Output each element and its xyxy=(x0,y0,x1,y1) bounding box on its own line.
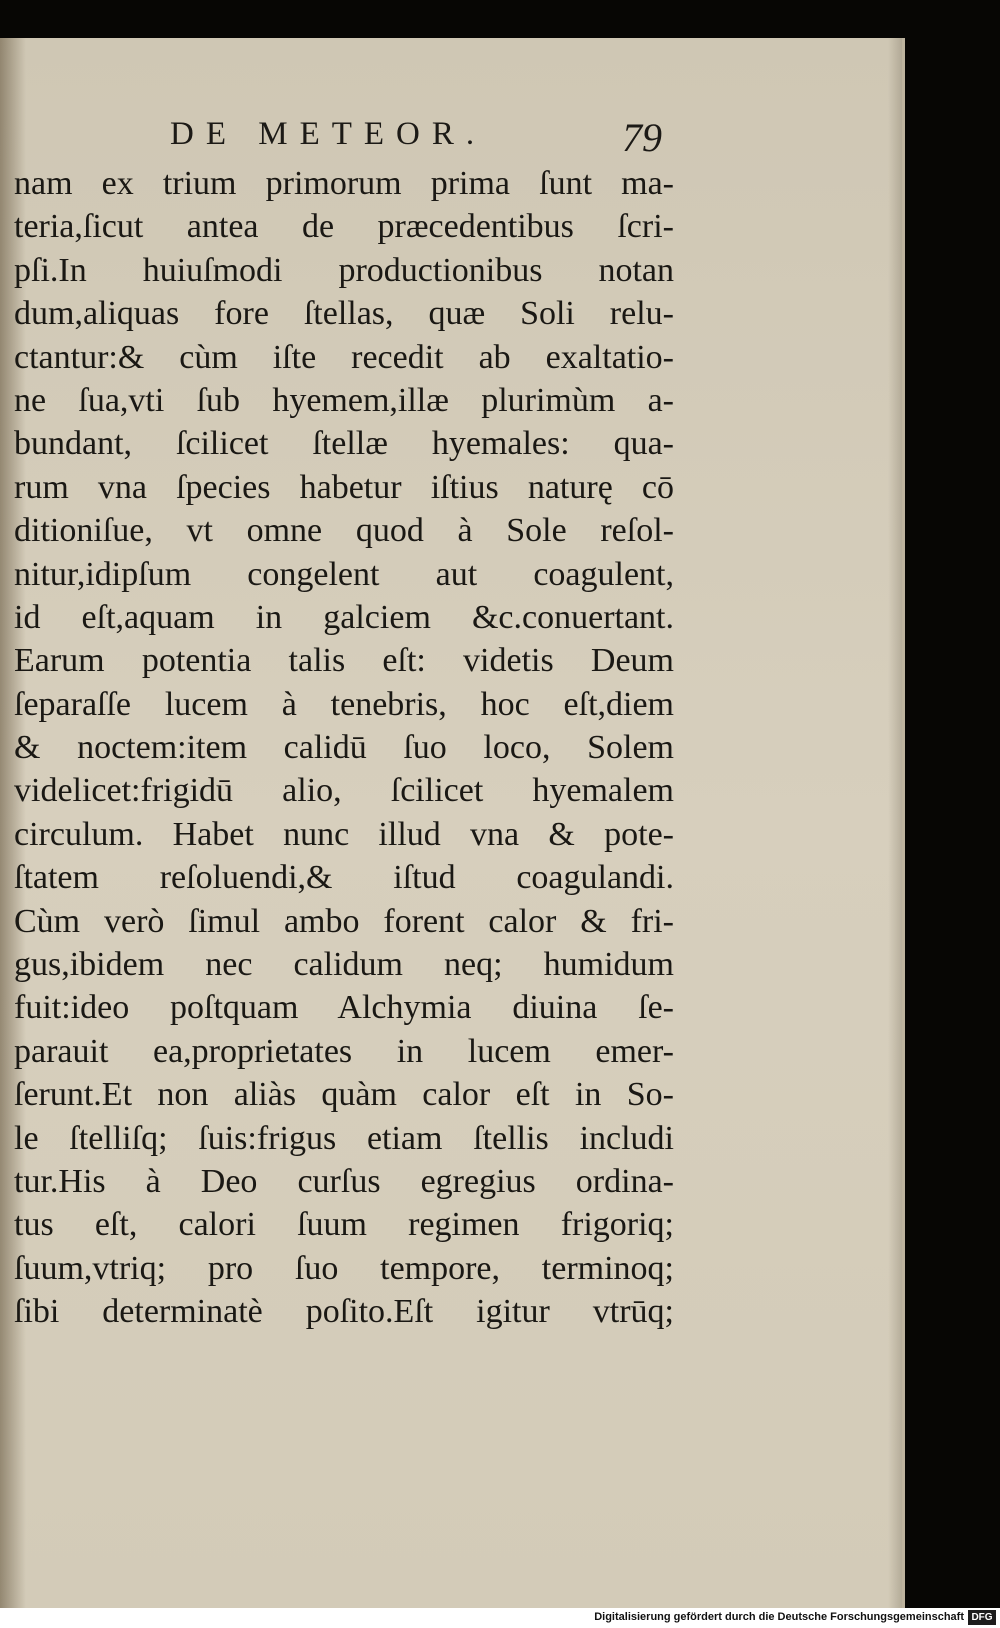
text-line: parauit ea,proprietates in lucem emer- xyxy=(14,1032,674,1070)
body-text xyxy=(14,162,674,1334)
text-line: ſtatem reſoluendi,& iſtud coagulandi. xyxy=(14,859,674,897)
text-line: dum,aliquas fore ſtellas, quæ Soli relu- xyxy=(14,295,674,333)
text-line: ne ſua,vti ſub hyemem,illæ plurimùm a- xyxy=(14,381,674,419)
text-line: gus,ibidem nec calidum neq; humidum xyxy=(14,946,674,984)
text-line: pſi.In huiuſmodi productionibus notan xyxy=(14,251,674,289)
text-line: ſeparaſſe lucem à tenebris, hoc eſt,diem xyxy=(14,685,674,723)
text-line: bundant, ſcilicet ſtellæ hyemales: qua- xyxy=(14,425,674,463)
text-line: tur.His à Deo curſus egregius ordina- xyxy=(14,1162,674,1200)
dfg-logo: DFG xyxy=(968,1610,996,1625)
text-line: ctantur:& cùm iſte recedit ab exaltatio- xyxy=(14,338,674,376)
text-line: ſuum,vtriq; pro ſuo tempore, terminoq; xyxy=(14,1249,674,1287)
text-line: ditioniſue, vt omne quod à Sole reſol- xyxy=(14,512,674,550)
text-line: Earum potentia talis eſt: videtis Deum xyxy=(14,642,674,680)
book-page xyxy=(0,38,905,1608)
text-line: id eſt,aquam in galciem &c.conuertant. xyxy=(14,598,674,636)
text-line: & noctem:item calidū ſuo loco, Solem xyxy=(14,729,674,767)
text-line: Cùm verò ſimul ambo forent calor & fri- xyxy=(14,902,674,940)
text-line: ſerunt.Et non aliàs quàm calor eſt in So- xyxy=(14,1076,674,1114)
text-line: fuit:ideo poſtquam Alchymia diuina ſe- xyxy=(14,989,674,1027)
page-number: 79 xyxy=(622,115,662,160)
text-line: rum vna ſpecies habetur iſtius naturę cō xyxy=(14,468,674,506)
text-line: nam ex trium primorum prima ſunt ma- xyxy=(14,165,674,202)
text-line: ſibi determinatè poſito.Eſt igitur vtrūq; xyxy=(14,1293,674,1331)
funding-credit: Digitalisierung gefördert durch die Deutsche Forschungsgemeinschaft xyxy=(594,1611,964,1623)
text-line: le ſtelliſq; ſuis:frigus etiam ſtellis includi xyxy=(14,1119,674,1157)
text-line: teria,ſicut antea de præcedentibus ſcri- xyxy=(14,208,674,246)
text-line: videlicet:frigidū alio, ſcilicet hyemalem xyxy=(14,772,674,810)
digitization-footer xyxy=(0,1608,1000,1628)
running-head: DE METEOR. xyxy=(170,116,487,152)
text-line: circulum. Habet nunc illud vna & pote- xyxy=(14,815,674,853)
text-line: nitur,idipſum congelent aut coagulent, xyxy=(14,555,674,593)
text-line: tus eſt, calori ſuum regimen frigoriq; xyxy=(14,1206,674,1244)
